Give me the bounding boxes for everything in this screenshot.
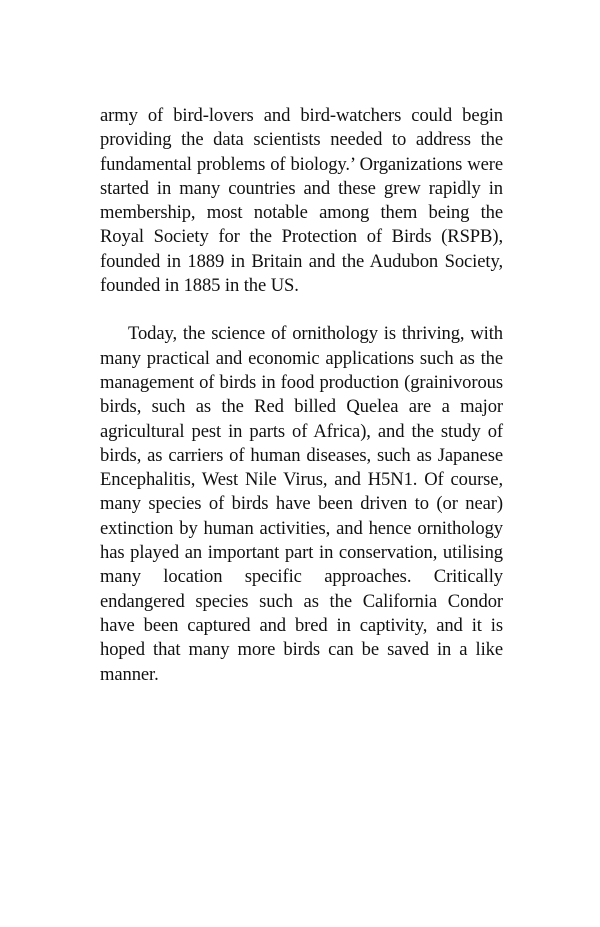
paragraph-bird-societies: army of bird-lovers and bird-watchers could begin providing the data scientists needed to address the fundamental problems of biology.’ Organizations were started in many countries and these grew rapidly in membership, most notable among them being the Royal Society for the Protection of Birds (RSPB), founded in 1889 in Britain and the Audubon Society, founded in 1885 in the US. [100,105,503,297]
body-text [100,104,503,687]
paragraph-ornithology-today: Today, the science of ornithology is thriving, with many practical and economic applications such as the management of birds in food production (grainivorous birds, such as the Red billed Quelea are a major agricultural pest in parts of Africa), and the study of birds, as carriers of human diseases, such as Japanese Encephalitis, West Nile Virus, and H5N1. Of course, many species of birds have been driven to (or near) extinction by human activities, and hence ornithology has played an important part in conservation, utilising many location specific approaches. Critically endangered species such as the California Condor have been captured and bred in captivity, and it is hoped that many more birds can be saved in a like manner. [100,323,503,685]
